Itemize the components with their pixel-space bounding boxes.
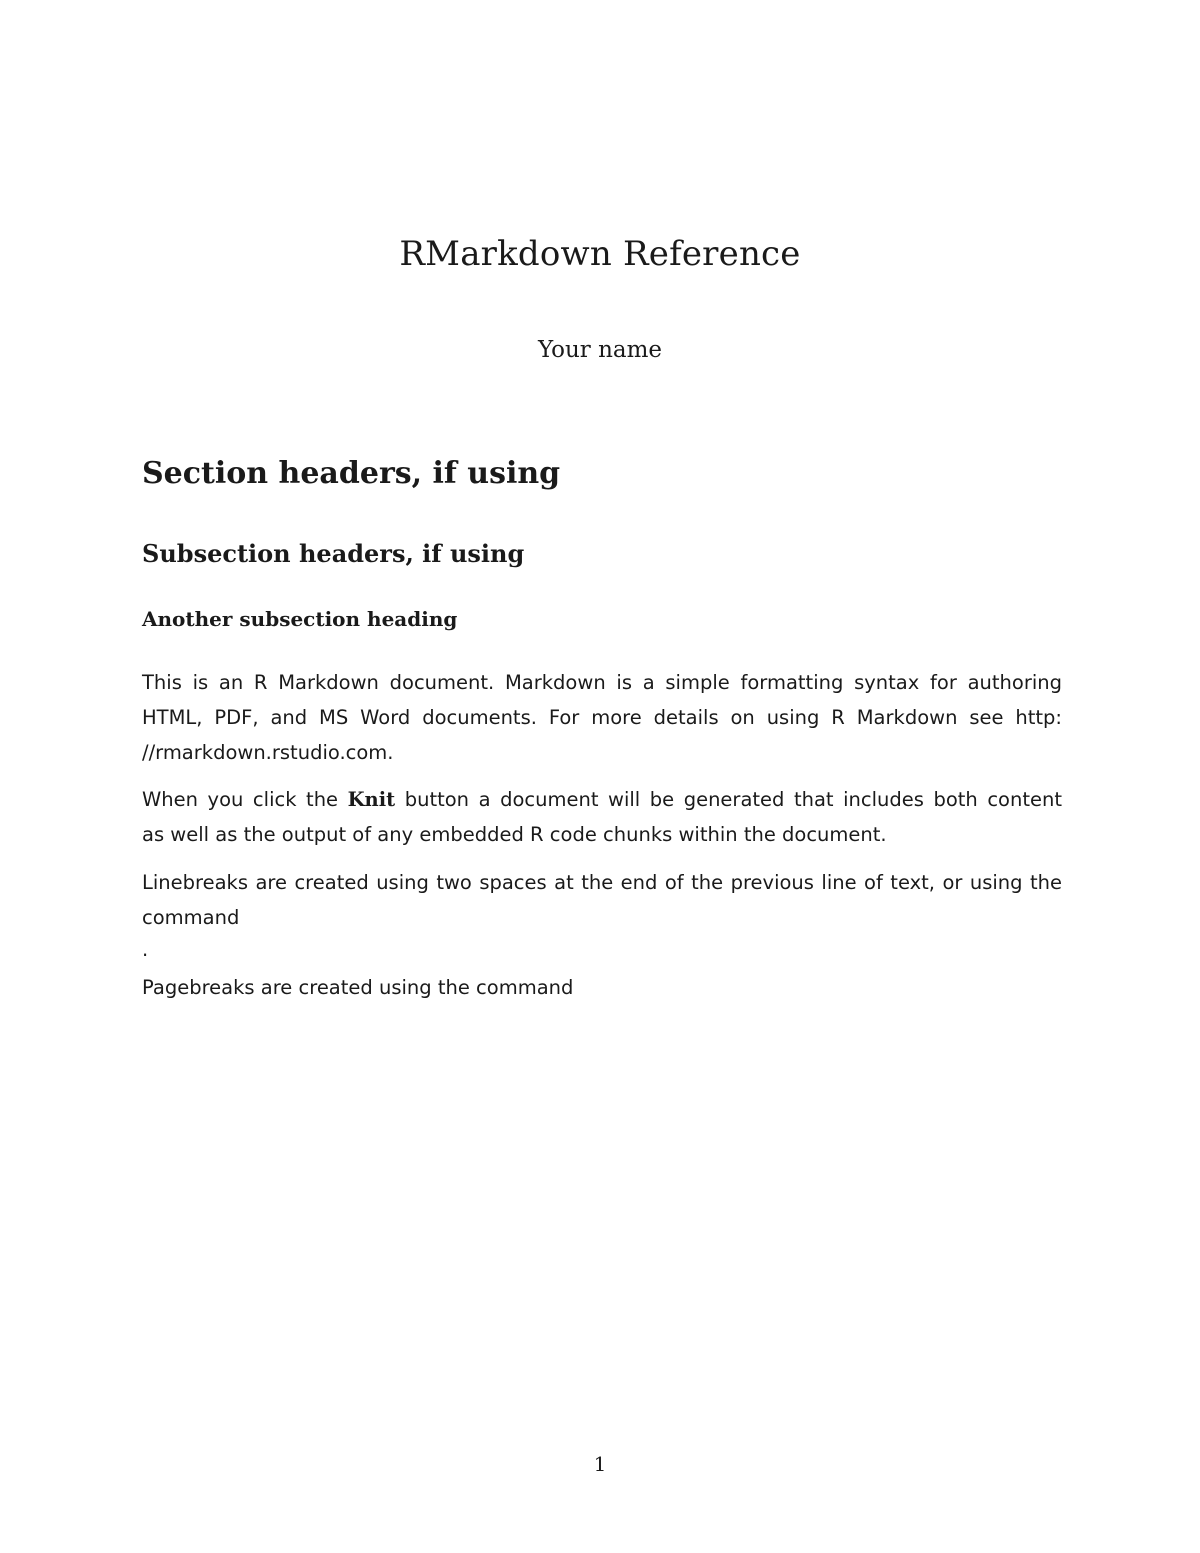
knit-bold-word: Knit: [347, 788, 396, 811]
paragraph-intro-line-2: HTML, PDF, and MS Word documents. For more details on using R Markdown see http:: [142, 706, 1062, 729]
author-name: Your name: [537, 337, 663, 363]
document-title: RMarkdown Reference: [399, 234, 801, 274]
paragraph-pagebreaks: [142, 970, 1062, 1005]
section-heading: Section headers, if using: [142, 456, 561, 491]
page-number: 1: [593, 1452, 607, 1476]
paragraph-intro: [142, 665, 1062, 770]
paragraph-linebreaks-line-2: command: [142, 906, 240, 929]
stray-dot: .: [142, 938, 149, 961]
knit-text-before: When you click the: [142, 788, 348, 811]
paragraph-knit-line-1: [142, 782, 1062, 817]
paragraph-linebreaks: [142, 865, 1062, 935]
paragraph-intro-link[interactable]: //rmarkdown.rstudio.com.: [142, 741, 394, 764]
paragraph-knit: [142, 782, 1062, 852]
paragraph-knit-line-2: as well as the output of any embedded R code chunks within the document.: [142, 823, 887, 846]
knit-text-after: button a document will be generated that includes both content: [395, 788, 1062, 811]
subsubsection-heading: Another subsection heading: [142, 607, 458, 631]
subsection-heading: Subsection headers, if using: [142, 539, 525, 568]
paragraph-intro-line-1: This is an R Markdown document. Markdown is a simple formatting syntax for authoring: [142, 671, 1062, 694]
paragraph-linebreaks-line-1: Linebreaks are created using two spaces at the end of the previous line of text, or using the: [142, 871, 1062, 894]
paragraph-pagebreaks-line-1: Pagebreaks are created using the command: [142, 976, 574, 999]
